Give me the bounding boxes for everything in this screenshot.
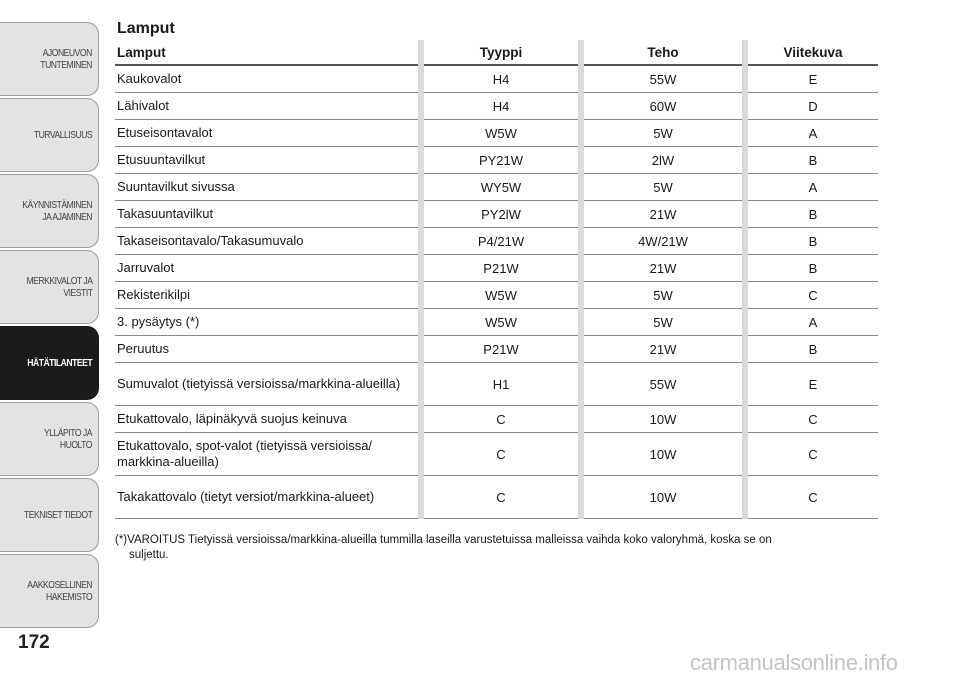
tab-label: YLLÄPITO JA HUOLTO <box>43 427 92 451</box>
tab-label: HÄTÄTILANTEET <box>27 357 92 369</box>
lamp-ref-cell: C <box>745 433 878 476</box>
table-header-row <box>115 40 878 65</box>
lamp-ref-cell: C <box>745 476 878 519</box>
lamp-type-cell: PY21W <box>421 147 581 174</box>
lamp-power-cell: 5W <box>581 309 745 336</box>
lamp-ref-cell: D <box>745 93 878 120</box>
lamp-type-cell: WY5W <box>421 174 581 201</box>
table-row <box>115 228 878 255</box>
lamp-ref-cell: B <box>745 228 878 255</box>
watermark: carmanualsonline.info <box>690 650 898 675</box>
lamp-ref-cell: B <box>745 255 878 282</box>
lamp-type-cell: H4 <box>421 93 581 120</box>
section-title: Lamput <box>117 20 175 37</box>
lamp-power-cell: 10W <box>581 433 745 476</box>
lamp-name-cell: Jarruvalot <box>115 255 421 282</box>
lamp-name-cell: Lähivalot <box>115 93 421 120</box>
lamp-ref-cell: E <box>745 363 878 406</box>
lamp-ref-cell: A <box>745 174 878 201</box>
table-row <box>115 65 878 93</box>
lamp-name-cell: Etukattovalo, spot-valot (tietyissä versioissa/ markkina-alueilla) <box>115 433 421 476</box>
footnote <box>115 533 875 563</box>
lamp-type-cell: W5W <box>421 282 581 309</box>
tab-ajoneuvon-tunteminen[interactable] <box>0 22 99 96</box>
lamp-name-cell: Rekisterikilpi <box>115 282 421 309</box>
table-row <box>115 147 878 174</box>
lamp-type-cell: P21W <box>421 336 581 363</box>
lamp-power-cell: 60W <box>581 93 745 120</box>
lamp-table <box>115 40 878 519</box>
lamp-name-cell: Takakattovalo (tietyt versiot/markkina-alueet) <box>115 476 421 519</box>
lamp-ref-cell: E <box>745 65 878 93</box>
lamp-type-cell: H4 <box>421 65 581 93</box>
table-row <box>115 93 878 120</box>
lamp-ref-cell: A <box>745 309 878 336</box>
lamp-type-cell: C <box>421 433 581 476</box>
tab-label: TURVALLISUUS <box>33 129 92 141</box>
lamp-name-cell: Takaseisontavalo/Takasumuvalo <box>115 228 421 255</box>
table-row <box>115 406 878 433</box>
tab-yllapito[interactable] <box>0 402 99 476</box>
lamp-name-cell: Kaukovalot <box>115 65 421 93</box>
lamp-power-cell: 55W <box>581 363 745 406</box>
table-row <box>115 255 878 282</box>
tab-turvallisuus[interactable] <box>0 98 99 172</box>
lamp-name-cell: Sumuvalot (tietyissä versioissa/markkina-alueilla) <box>115 363 421 406</box>
tab-hakemisto[interactable] <box>0 554 99 628</box>
lamp-name-cell: Suuntavilkut sivussa <box>115 174 421 201</box>
lamp-name-cell: Takasuuntavilkut <box>115 201 421 228</box>
lamp-power-cell: 2lW <box>581 147 745 174</box>
table-row <box>115 201 878 228</box>
lamp-power-cell: 21W <box>581 255 745 282</box>
table-row <box>115 336 878 363</box>
tab-label: MERKKIVALOT JA VIESTIT <box>25 275 92 299</box>
lamp-ref-cell: B <box>745 147 878 174</box>
lamp-power-cell: 5W <box>581 282 745 309</box>
column-header: Lamput <box>115 40 421 65</box>
tab-label: TEKNISET TIEDOT <box>23 509 92 521</box>
footnote-line: (*)VAROITUS Tietyissä versioissa/markkina-alueilla tummilla laseilla varustetuissa malleissa vaihda koko valoryhmä, koska se on <box>115 534 772 546</box>
tab-kaynnistaminen[interactable] <box>0 174 99 248</box>
lamp-type-cell: W5W <box>421 120 581 147</box>
lamp-name-cell: Peruutus <box>115 336 421 363</box>
lamp-power-cell: 10W <box>581 476 745 519</box>
lamp-name-cell: Etusuuntavilkut <box>115 147 421 174</box>
lamp-type-cell: C <box>421 476 581 519</box>
table-row <box>115 476 878 519</box>
table-row <box>115 282 878 309</box>
table-row <box>115 363 878 406</box>
lamp-power-cell: 21W <box>581 201 745 228</box>
tab-label: AAKKOSELLINEN HAKEMISTO <box>27 579 92 603</box>
tab-tekniset-tiedot[interactable] <box>0 478 99 552</box>
lamp-ref-cell: C <box>745 282 878 309</box>
lamp-ref-cell: B <box>745 336 878 363</box>
column-header: Teho <box>581 40 745 65</box>
lamp-ref-cell: A <box>745 120 878 147</box>
lamp-power-cell: 21W <box>581 336 745 363</box>
lamp-power-cell: 5W <box>581 120 745 147</box>
lamp-ref-cell: C <box>745 406 878 433</box>
tab-label: KÄYNNISTÄMINEN JA AJAMINEN <box>22 199 92 223</box>
footnote-line: suljettu. <box>129 549 169 561</box>
lamp-power-cell: 10W <box>581 406 745 433</box>
lamp-power-cell: 5W <box>581 174 745 201</box>
tab-hatatilanteet[interactable] <box>0 326 99 400</box>
table-row <box>115 174 878 201</box>
tab-merkkivalot[interactable] <box>0 250 99 324</box>
tab-label: AJONEUVON TUNTEMINEN <box>40 47 92 71</box>
lamp-power-cell: 4W/21W <box>581 228 745 255</box>
table-row <box>115 433 878 476</box>
lamp-type-cell: PY2lW <box>421 201 581 228</box>
lamp-name-cell: Etuseisontavalot <box>115 120 421 147</box>
table-row <box>115 120 878 147</box>
column-header: Viitekuva <box>745 40 878 65</box>
lamp-type-cell: C <box>421 406 581 433</box>
table-row <box>115 309 878 336</box>
lamp-name-cell: Etukattovalo, läpinäkyvä suojus keinuva <box>115 406 421 433</box>
page-number: 172 <box>18 632 50 653</box>
lamp-type-cell: P21W <box>421 255 581 282</box>
lamp-name-cell: 3. pysäytys (*) <box>115 309 421 336</box>
lamp-type-cell: P4/21W <box>421 228 581 255</box>
lamp-ref-cell: B <box>745 201 878 228</box>
lamp-power-cell: 55W <box>581 65 745 93</box>
column-header: Tyyppi <box>421 40 581 65</box>
lamp-type-cell: W5W <box>421 309 581 336</box>
table-body <box>115 65 878 519</box>
lamp-type-cell: H1 <box>421 363 581 406</box>
